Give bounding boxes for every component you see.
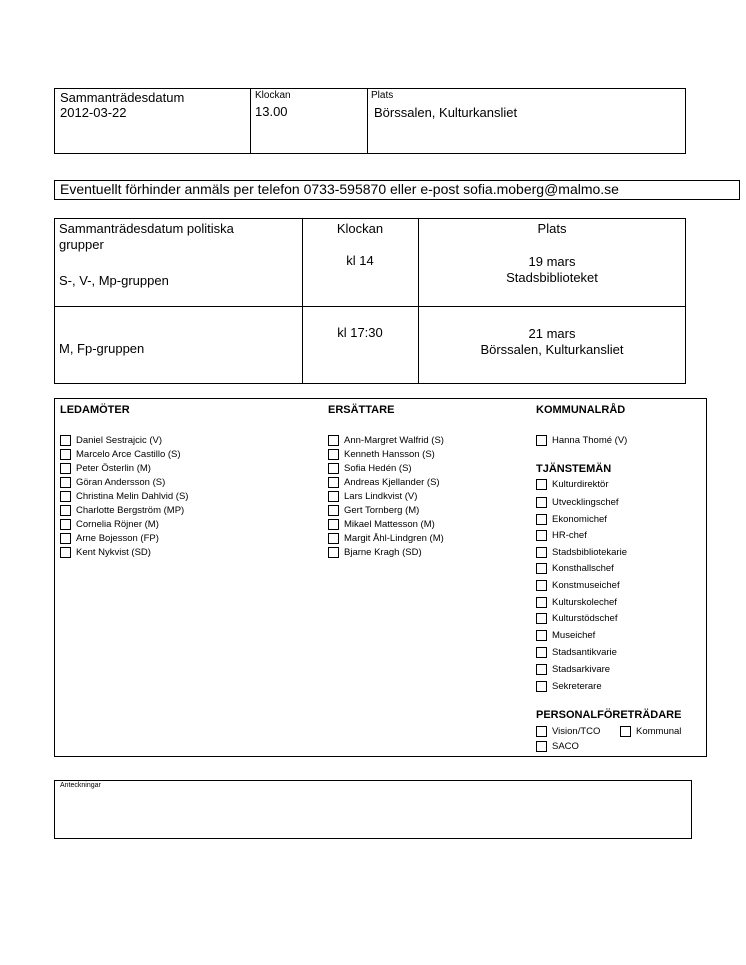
ledamot-row[interactable]: Kent Nykvist (SD) (60, 545, 151, 559)
checkbox[interactable] (328, 463, 339, 474)
tjansteman-row[interactable]: Kulturstödschef (536, 611, 617, 625)
ersattare-row[interactable]: Mikael Mattesson (M) (328, 517, 435, 531)
checkbox[interactable] (328, 435, 339, 446)
checkbox[interactable] (536, 580, 547, 591)
group-name: M, Fp-gruppen (59, 341, 145, 356)
checkbox[interactable] (328, 491, 339, 502)
checkbox[interactable] (536, 530, 547, 541)
ledamoter-heading: LEDAMÖTER (60, 404, 130, 416)
checkbox[interactable] (536, 435, 547, 446)
checkbox[interactable] (536, 479, 547, 490)
tjansteman-row[interactable]: Sekreterare (536, 679, 602, 693)
groups-table (54, 218, 686, 384)
place-label: Plats (371, 90, 394, 101)
groups-col3-label: Plats (537, 221, 567, 236)
checkbox[interactable] (60, 463, 71, 474)
ledamot-row[interactable]: Peter Österlin (M) (60, 461, 151, 475)
tjansteman-row[interactable]: Stadsantikvarie (536, 645, 617, 659)
checkbox[interactable] (536, 497, 547, 508)
checkbox[interactable] (60, 491, 71, 502)
place-value: Börssalen, Kulturkansliet (374, 105, 518, 120)
checkbox[interactable] (328, 505, 339, 516)
ledamot-row[interactable]: Charlotte Bergström (MP) (60, 503, 184, 517)
group-place: Stadsbiblioteket (506, 270, 598, 285)
notice-text: Eventuellt förhinder anmäls per telefon 0733-595870 eller e-post sofia.moberg@malmo.se (60, 181, 619, 197)
personal-row[interactable]: Vision/TCO (536, 724, 600, 738)
checkbox[interactable] (60, 435, 71, 446)
ersattare-row[interactable]: Sofia Hedén (S) (328, 461, 412, 475)
tjansteman-row[interactable]: Museichef (536, 628, 595, 642)
ersattare-row[interactable]: Ann-Margret Walfrid (S) (328, 433, 444, 447)
date-label: Sammanträdesdatum (60, 90, 185, 105)
tjansteman-row[interactable]: Utvecklingschef (536, 495, 619, 509)
checkbox[interactable] (536, 613, 547, 624)
checkbox[interactable] (328, 519, 339, 530)
notes-label: Anteckningar (60, 782, 101, 789)
groups-col1-label: Sammanträdesdatum politiska (59, 221, 234, 236)
checkbox[interactable] (60, 505, 71, 516)
checkbox[interactable] (60, 519, 71, 530)
tjansteman-row[interactable]: HR-chef (536, 528, 587, 542)
checkbox[interactable] (328, 449, 339, 460)
group-time: kl 17:30 (337, 325, 383, 340)
tjansteman-row[interactable]: Stadsarkivare (536, 662, 610, 676)
group-place: Börssalen, Kulturkansliet (480, 342, 624, 357)
ersattare-row[interactable]: Andreas Kjellander (S) (328, 475, 440, 489)
ledamot-row[interactable]: Göran Andersson (S) (60, 475, 165, 489)
checkbox[interactable] (536, 681, 547, 692)
groups-col1-label-2: grupper (59, 237, 104, 252)
ersattare-row[interactable]: Margit Åhl-Lindgren (M) (328, 531, 444, 545)
checkbox[interactable] (60, 547, 71, 558)
personal-row[interactable]: Kommunal (620, 724, 681, 738)
ersattare-row[interactable]: Kenneth Hansson (S) (328, 447, 435, 461)
ersattare-heading: ERSÄTTARE (328, 404, 395, 416)
checkbox[interactable] (328, 533, 339, 544)
checkbox[interactable] (620, 726, 631, 737)
personal-row[interactable]: SACO (536, 739, 579, 753)
personal-heading: PERSONALFÖRETRÄDARE (536, 709, 682, 721)
checkbox[interactable] (328, 547, 339, 558)
checkbox[interactable] (536, 726, 547, 737)
tjansteman-row[interactable]: Stadsbibliotekarie (536, 545, 627, 559)
kommunalrad-heading: KOMMUNALRÅD (536, 404, 626, 416)
time-value: 13.00 (255, 104, 288, 119)
group-name: S-, V-, Mp-gruppen (59, 273, 169, 288)
checkbox[interactable] (536, 664, 547, 675)
tjansteman-row[interactable]: Ekonomichef (536, 512, 607, 526)
checkbox[interactable] (536, 647, 547, 658)
tjansteman-row[interactable]: Kulturdirektör (536, 477, 609, 491)
tjansteman-row[interactable]: Konstmuseichef (536, 578, 620, 592)
checkbox[interactable] (328, 477, 339, 488)
tjansteman-row[interactable]: Konsthallschef (536, 561, 614, 575)
checkbox[interactable] (536, 563, 547, 574)
checkbox[interactable] (536, 514, 547, 525)
tjansteman-row[interactable]: Kulturskolechef (536, 595, 617, 609)
checkbox[interactable] (536, 630, 547, 641)
ledamot-row[interactable]: Daniel Sestrajcic (V) (60, 433, 162, 447)
ersattare-row[interactable]: Lars Lindkvist (V) (328, 489, 417, 503)
checkbox[interactable] (60, 533, 71, 544)
tjanstemen-heading: TJÄNSTEMÄN (536, 463, 612, 475)
checkbox[interactable] (536, 597, 547, 608)
group-date: 21 mars (528, 326, 576, 341)
date-value: 2012-03-22 (60, 105, 127, 120)
ledamot-row[interactable]: Christina Melin Dahlvid (S) (60, 489, 188, 503)
time-label: Klockan (255, 90, 291, 101)
checkbox[interactable] (536, 547, 547, 558)
kommunalrad-row[interactable]: Hanna Thomé (V) (536, 433, 627, 447)
ledamot-row[interactable]: Arne Bojesson (FP) (60, 531, 159, 545)
groups-col2-label: Klockan (336, 221, 384, 236)
checkbox[interactable] (60, 449, 71, 460)
ersattare-row[interactable]: Bjarne Kragh (SD) (328, 545, 422, 559)
ersattare-row[interactable]: Gert Tornberg (M) (328, 503, 419, 517)
ledamot-row[interactable]: Cornelia Röjner (M) (60, 517, 159, 531)
checkbox[interactable] (60, 477, 71, 488)
group-time: kl 14 (346, 253, 374, 268)
group-date: 19 mars (528, 254, 576, 269)
checkbox[interactable] (536, 741, 547, 752)
ledamot-row[interactable]: Marcelo Arce Castillo (S) (60, 447, 181, 461)
notes-box[interactable] (54, 780, 692, 839)
